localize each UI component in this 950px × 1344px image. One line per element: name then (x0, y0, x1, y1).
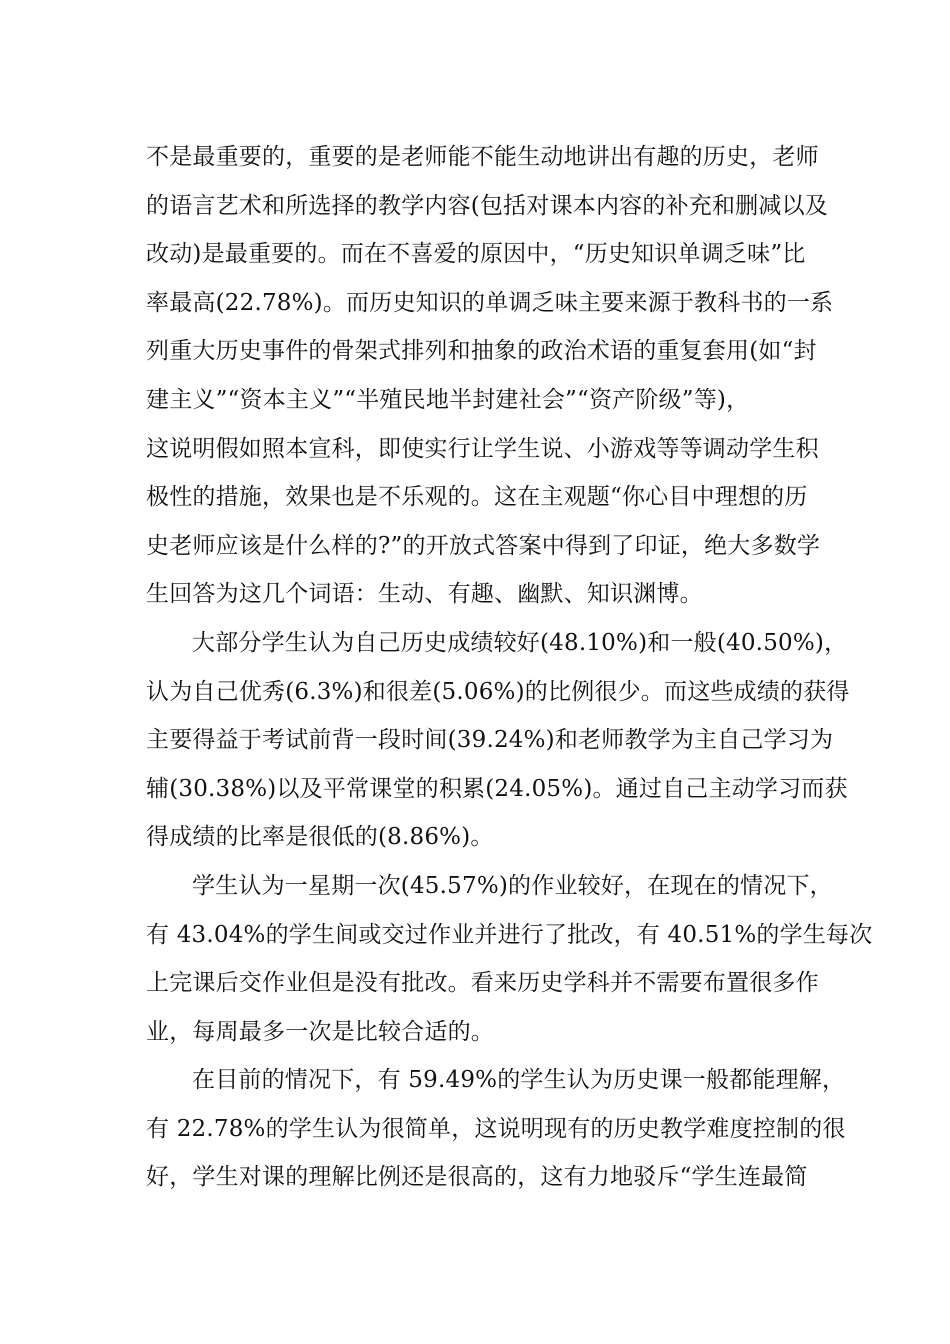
text-line: 生回答为这几个词语：生动、有趣、幽默、知识渊博。 (146, 581, 703, 608)
text-line: 业，每周最多一次是比较合适的。 (146, 1018, 494, 1045)
text-line: 有 22.78%的学生认为很简单，这说明现有的历史教学难度控制的很 (146, 1115, 846, 1142)
text-line: 得成绩的比率是很低的(8.86%)。 (146, 824, 494, 851)
text-line: 主要得益于考试前背一段时间(39.24%)和老师教学为主自己学习为 (146, 727, 834, 754)
paragraph-first-line: 在目前的情况下，有 59.49%的学生认为历史课一般都能理解， (192, 1067, 846, 1094)
text-line: 列重大历史事件的骨架式排列和抽象的政治术语的重复套用(如“封 (146, 338, 817, 365)
text-line: 建主义”“资本主义”“半殖民地半封建社会”“资产阶级”等)， (146, 386, 750, 413)
text-line: 认为自己优秀(6.3%)和很差(5.06%)的比例很少。而这些成绩的获得 (146, 678, 850, 705)
text-line: 极性的措施，效果也是不乐观的。这在主观题“你心目中理想的历 (146, 484, 808, 511)
text-line: 改动)是最重要的。而在不喜爱的原因中，“历史知识单调乏味”比 (146, 241, 806, 268)
text-line: 上完课后交作业但是没有批改。看来历史学科并不需要布置很多作 (146, 970, 819, 997)
text-line: 有 43.04%的学生间或交过作业并进行了批改，有 40.51%的学生每次 (146, 921, 873, 948)
text-line: 的语言艺术和所选择的教学内容(包括对课本内容的补充和删减以及 (146, 192, 828, 219)
text-line: 不是最重要的，重要的是老师能不能生动地讲出有趣的历史，老师 (146, 144, 819, 170)
paragraph-first-line: 学生认为一星期一次(45.57%)的作业较好，在现在的情况下， (192, 872, 833, 899)
text-line: 这说明假如照本宣科，即使实行让学生说、小游戏等等调动学生积 (146, 435, 819, 462)
text-line: 史老师应该是什么样的?”的开放式答案中得到了印证，绝大多数学 (146, 532, 821, 559)
text-line: 率最高(22.78%)。而历史知识的单调乏味主要来源于教科书的一系 (146, 289, 834, 316)
text-line: 好，学生对课的理解比例还是很高的，这有力地驳斥“学生连最简 (146, 1164, 808, 1191)
paragraph-first-line: 大部分学生认为自己历史成绩较好(48.10%)和一般(40.50%)， (192, 629, 848, 656)
text-line: 辅(30.38%)以及平常课堂的积累(24.05%)。通过自己主动学习而获 (146, 775, 848, 802)
body-text (146, 133, 873, 1202)
